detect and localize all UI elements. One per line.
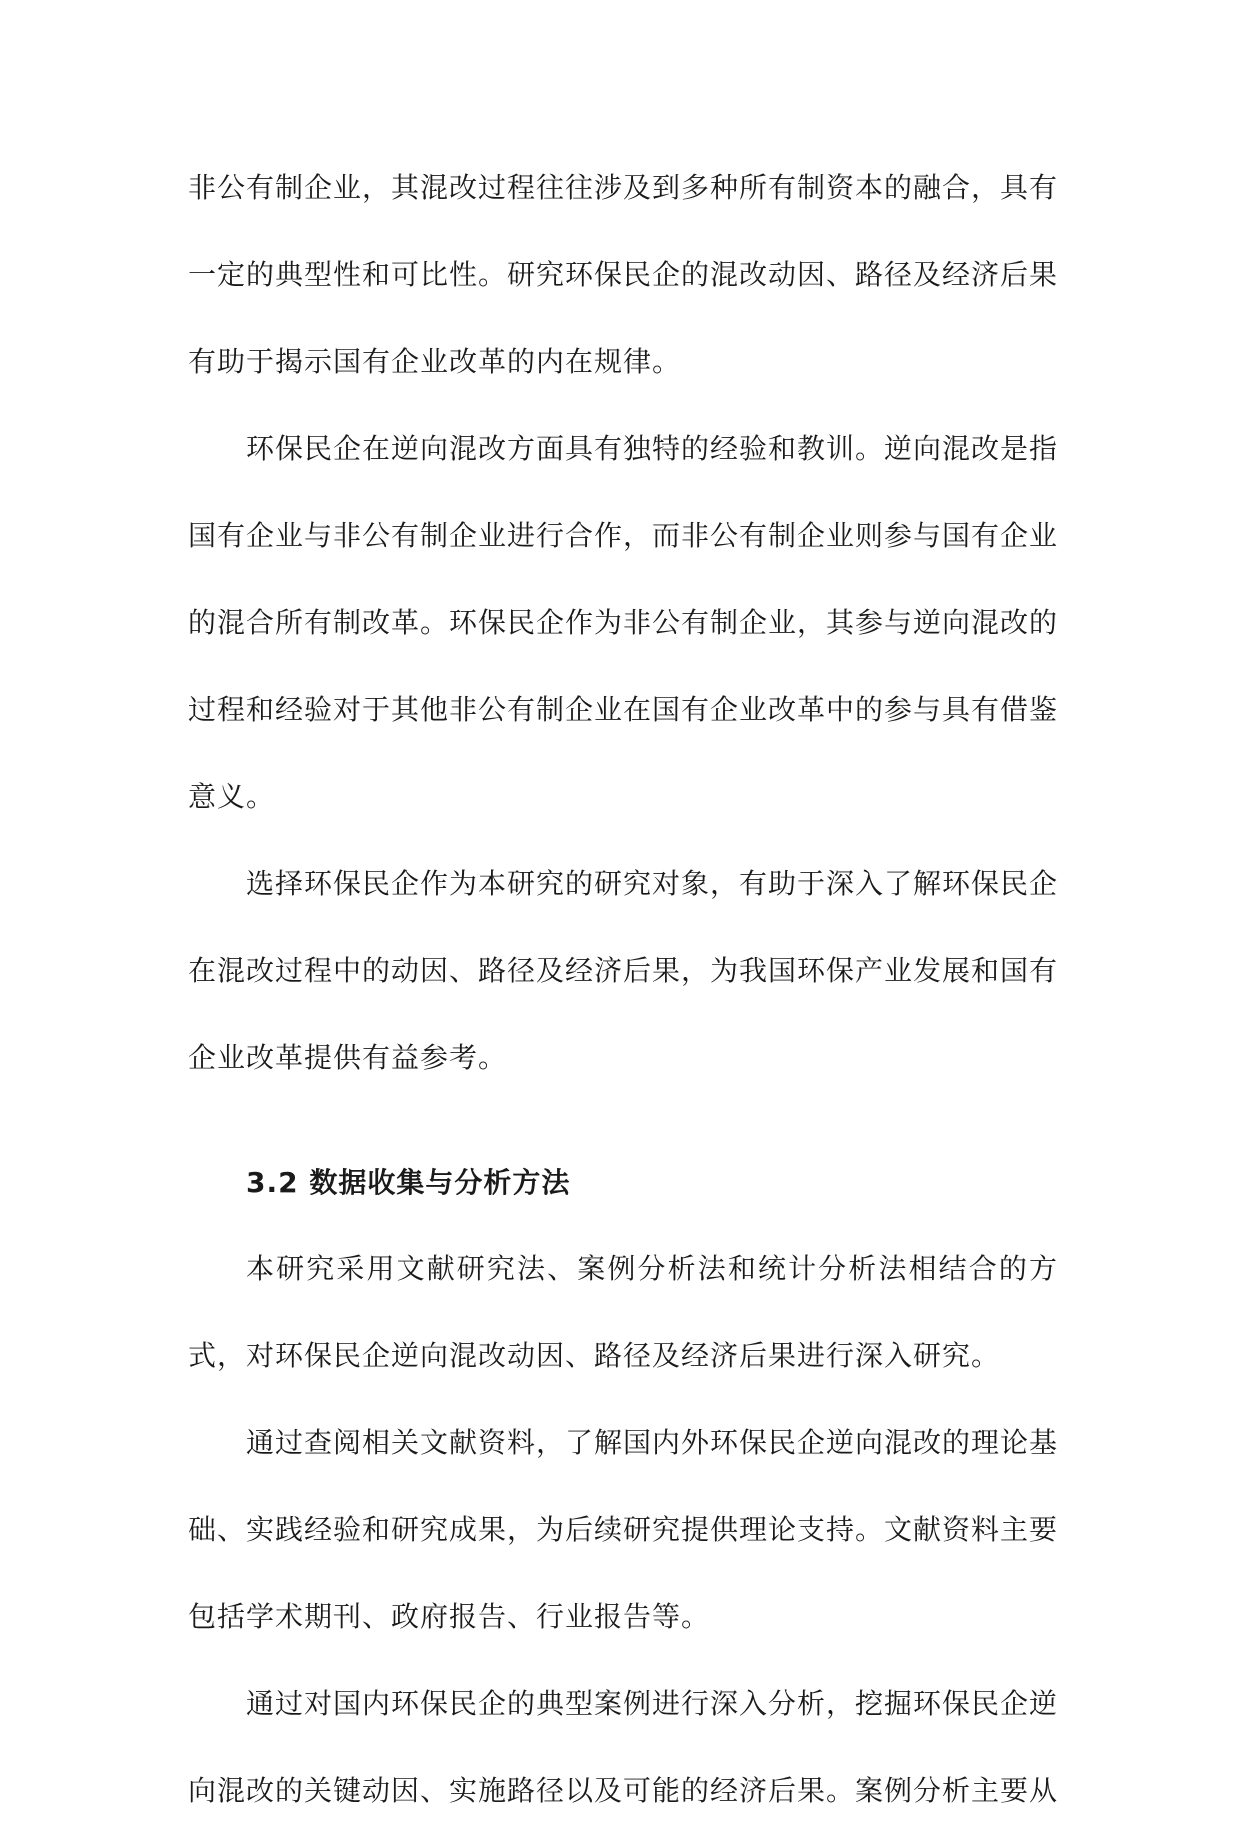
body-paragraph: 通过查阅相关文献资料，了解国内外环保民企逆向混改的理论基础、实践经验和研究成果，为后续研究提供理论支持。文献资料主要包括学术期刊、政府报告、行业报告等。 bbox=[188, 1426, 1059, 1633]
document-body bbox=[188, 144, 1058, 1834]
section-spacer bbox=[188, 1101, 1058, 1141]
body-paragraph: 非公有制企业，其混改过程往往涉及到多种所有制资本的融合，具有一定的典型性和可比性。研究环保民企的混改动因、路径及经济后果有助于揭示国有企业改革的内在规律。 bbox=[188, 171, 1059, 378]
body-paragraph: 通过对国内环保民企的典型案例进行深入分析，挖掘环保民企逆向混改的关键动因、实施路径以及可能的经济后果。案例分析主要从 bbox=[188, 1687, 1059, 1807]
section-heading: 3.2 数据收集与分析方法 bbox=[246, 1166, 571, 1199]
body-paragraph: 选择环保民企作为本研究的研究对象，有助于深入了解环保民企在混改过程中的动因、路径及经济后果，为我国环保产业发展和国有企业改革提供有益参考。 bbox=[188, 867, 1059, 1074]
body-paragraph: 本研究采用文献研究法、案例分析法和统计分析法相结合的方式，对环保民企逆向混改动因、路径及经济后果进行深入研究。 bbox=[188, 1252, 1058, 1372]
body-paragraph: 环保民企在逆向混改方面具有独特的经验和教训。逆向混改是指国有企业与非公有制企业进行合作，而非公有制企业则参与国有企业的混合所有制改革。环保民企作为非公有制企业，其参与逆向混改的过程和经验对于其他非公有制企业在国有企业改革中的参与具有借鉴意义。 bbox=[188, 432, 1059, 813]
